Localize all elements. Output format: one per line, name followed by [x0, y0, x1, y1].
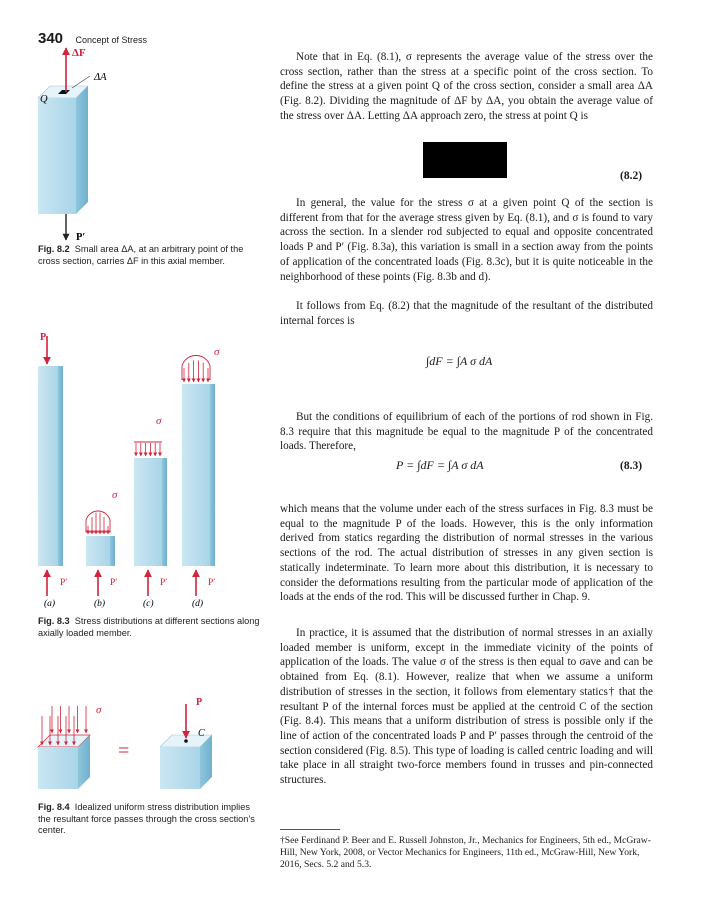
fig83-Pp-c: P′ [160, 578, 168, 588]
fig82-caption-num: Fig. 8.2 [38, 244, 70, 254]
fig83-sub-c: (c) [143, 599, 154, 609]
page-number: 340 [38, 30, 64, 47]
paragraph-1: Note that in Eq. (8.1), σ represents the average value of the stress over the cross section, rather than the stress at a specific point of the cross section. To define the stress at a given point Q of the cross section, consider a small area ΔA (Fig. 8.2). Dividing the magnitude of ΔF by ΔA, you obtain the average value of the stress over ΔA. Letting ΔA approach zero, the stress at point Q is [280, 51, 653, 122]
fig83-P-label: P [40, 332, 47, 343]
paragraph-2: In general, the value for the stress σ at a given point Q of the section is different from that for the average stress given by Eq. (8.1), and σ is found to vary across the section. In a slender rod subjected to equal and opposite concentrated loads P and P′ (Fig. 8.3a), this variation is small in a section away from the points of application of the concentrated loads (Fig. 8.3c), but it is quite noticeable in the neighborhood of these points (Fig. 8.3b and d). [280, 197, 653, 283]
fig83-sigma-d: σ [214, 346, 220, 358]
fig83-sigma-b: σ [112, 489, 118, 501]
fig84-caption [38, 802, 260, 837]
fig83-caption-num: Fig. 8.3 [38, 616, 70, 626]
fig83-sigma-c: σ [156, 415, 162, 427]
running-title: Concept of Stress [75, 35, 148, 45]
fig83-sub-a: (a) [44, 599, 56, 609]
fig83-sub-d: (d) [192, 599, 204, 609]
fig83-reaction-arrows [47, 570, 196, 596]
fig83-Pp-d: P′ [208, 578, 216, 588]
fig83-caption-text: Stress distributions at different sections along axially loaded member. [38, 616, 260, 638]
fig82-dF-label: ΔF [72, 47, 86, 59]
fig84-P-label: P [196, 697, 203, 708]
equation-integral: ∫dF = ∫A σ dA [426, 354, 493, 368]
fig84-caption-text: Idealized uniform stress distribution implies the resultant force passes through the cross section’s center. [38, 802, 255, 835]
fig84-C-label: C [198, 728, 205, 739]
footnote-rule [280, 829, 340, 830]
fig82-bar [38, 86, 88, 214]
fig84-caption-num: Fig. 8.4 [38, 802, 70, 812]
fig82-Pp-label: P′ [76, 232, 86, 243]
fig84-sigma: σ [96, 704, 102, 716]
fig83-Pp-b: P′ [110, 578, 118, 588]
equation-8-2-redacted [423, 142, 507, 178]
equation-8-3: P = ∫dF = ∫A σ dA [396, 458, 484, 472]
paragraph-4: But the conditions of equilibrium of each of the portions of rod shown in Fig. 8.3 require that this magnitude be equal to the magnitude P of the concentrated loads. Therefore, [280, 411, 653, 453]
footnote: †See Ferdinand P. Beer and E. Russell Johnston, Jr., Mechanics for Engineers, 5th ed., McGraw-Hill, New York, 2008, or Vector Mechanics for Engineers, 11th ed., McGraw-Hill, New York, 2016, Secs. 5.2 and 5.3. [280, 835, 651, 870]
fig84-equals: = [118, 740, 130, 762]
fig84-left-block [38, 735, 90, 789]
fig83-sub-b: (b) [94, 599, 106, 609]
fig83-bar-c [134, 442, 167, 566]
fig82-caption-text: Small area ΔA, at an arbitrary point of the cross section, carries ΔF in this axial member. [38, 244, 244, 266]
paragraph-6: In practice, it is assumed that the distribution of normal stresses in an axially loaded member is uniform, except in the immediate vicinity of the points of application of the loads. The value σ of the stress is then equal to σave and can be obtained from Eq. (8.1). However, realize that when we assume a uniform distribution of stresses in the section, it follows from elementary statics† that the resultant P of the internal forces must be applied at the centroid C of the section (Fig. 8.4). This means that a uniform distribution of stress is possible only if the line of action of the concentrated loads P and P′ passes through the centroid of the section considered (Fig. 8.5). This type of loading is called centric loading and will take place in all straight two-force members found in trusses and pin-connected structures. [280, 627, 653, 787]
fig83-bar-b [86, 511, 115, 566]
fig83-Pp-a: P′ [60, 578, 68, 588]
paragraph-5: which means that the volume under each of the stress surfaces in Fig. 8.3 must be equal to the magnitude P of the loads. However, this is the only information derived from statics regarding the distribution of normal stresses in the various sections of the rod. The actual distribution of stresses in any given section is statically indeterminate. To learn more about this distribution, it is necessary to consider the deformations resulting from the particular mode of application of the loads at the ends of the rod. This will be discussed further in Chap. 9. [280, 503, 653, 604]
fig82-caption [38, 244, 260, 267]
fig82-Q-label: Q [40, 94, 48, 105]
fig82-dA-label: ΔA [94, 72, 107, 83]
eq82-number: (8.2) [620, 170, 643, 182]
fig83-caption [38, 616, 260, 639]
fig83-bar-d [182, 356, 215, 567]
eq83-number: (8.3) [620, 460, 643, 472]
paragraph-3: It follows from Eq. (8.2) that the magnitude of the resultant of the distributed internal forces is [280, 300, 653, 327]
fig83-bar-a [38, 366, 63, 566]
fig84-right-block [160, 735, 212, 789]
figures-svg [0, 0, 280, 900]
